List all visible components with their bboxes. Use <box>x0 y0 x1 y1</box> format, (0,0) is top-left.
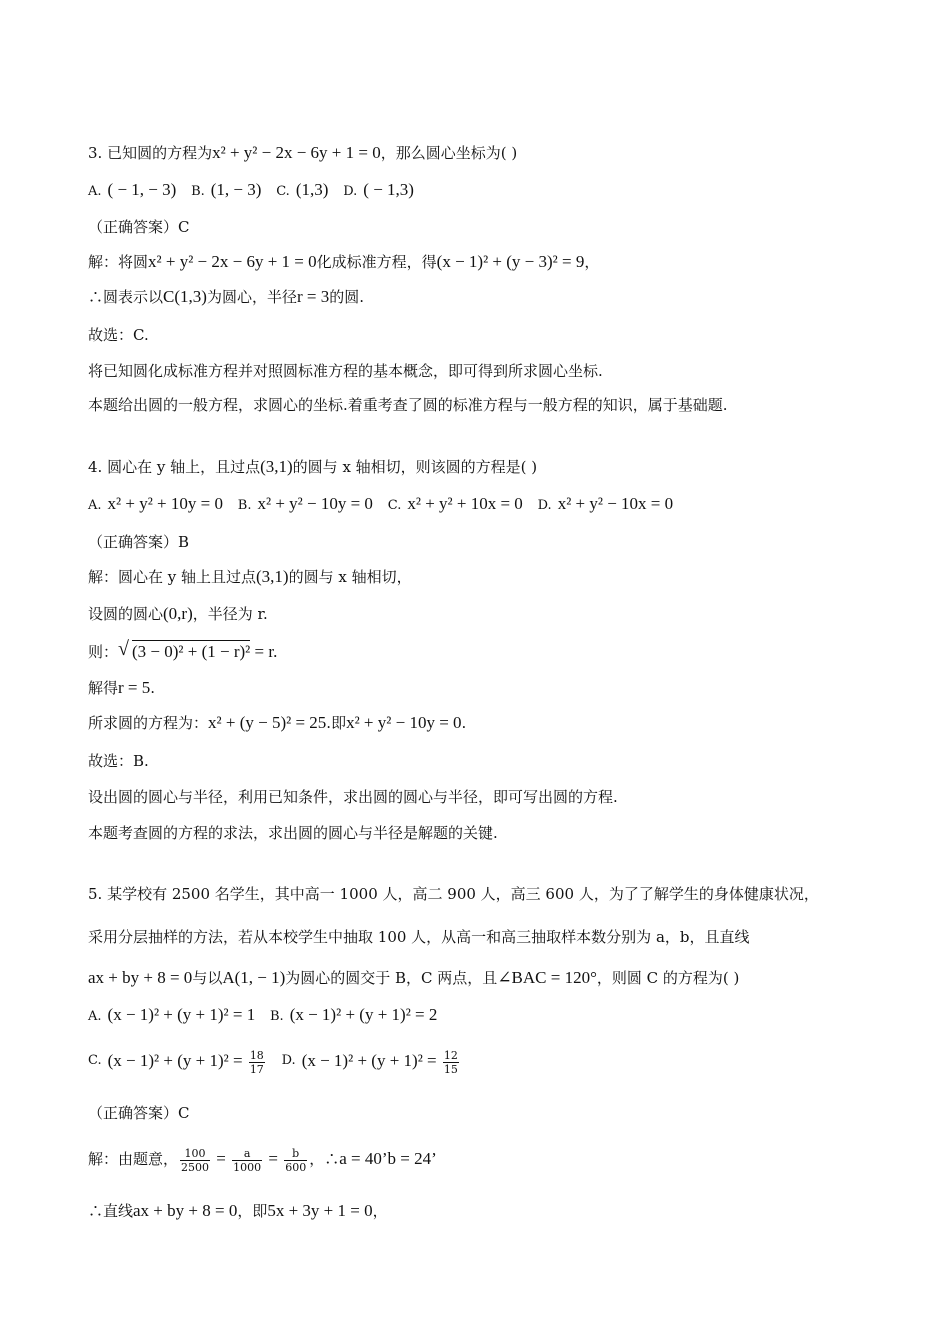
q4-comment: 本题考查圆的方程的求法，求出圆的圆心与半径是解题的关键. <box>88 824 498 842</box>
square-root: √ (3 − 0)² + (1 − r)² <box>118 638 251 661</box>
q3-option-d: ( − 1,3) <box>363 180 414 199</box>
q4-solution-line4: 解得r = 5. <box>88 678 156 697</box>
fraction-b-600: $\frac{b}{600}$ <box>285 1146 307 1174</box>
q5-solution-line2: ∴直线ax + by + 8 = 0，即5x + 3y + 1 = 0， <box>88 1201 388 1220</box>
q4-options: A. x² + y² + 10y = 0 B. x² + y² − 10y = 0 C. x² + y² + 10x = 0 D. x² + y² − 10x = 0 <box>88 494 674 513</box>
q3-options: A. ( − 1, − 3) B. (1, − 3) C. (1,3) D. ( − 1,3) <box>88 180 414 199</box>
q5-options-cd: C. (x − 1)² + (y + 1)² = $\frac{18}{17}$ D. (x − 1)² + (y + 1)² = $\frac{12}{15}$ <box>88 1048 458 1076</box>
q5-solution-line1: 解：由题意， $\frac{100}{2500}$ = $\frac{a}{1000}$ = $\frac{b}{600}$ ，∴a = 40’b = 24’ <box>88 1146 437 1174</box>
q3-stem: 3. 已知圆的方程为x² + y² − 2x − 6y + 1 = 0，那么圆心坐标为( ) <box>88 143 518 162</box>
q3-stem-equation: x² + y² − 2x − 6y + 1 = 0 <box>212 143 381 162</box>
q3-analysis: 将已知圆化成标准方程并对照圆标准方程的基本概念，即可得到所求圆心坐标. <box>88 362 603 380</box>
q3-solution-choice: 故选：C. <box>88 326 149 344</box>
q4-option-a: x² + y² + 10y = 0 <box>107 494 223 513</box>
q3-answer: （正确答案）C <box>88 218 190 236</box>
q3-option-b: (1, − 3) <box>210 180 262 199</box>
q5-option-c: (x − 1)² + (y + 1)² = <box>107 1051 247 1070</box>
q5-stem-line2: 采用分层抽样的方法，若从本校学生中抽取 100 人，从高一和高三抽取样本数分别为 a，b，且直线 <box>88 928 750 946</box>
fraction-100-2500: $\frac{100}{2500}$ <box>181 1146 210 1174</box>
q5-option-c-fraction: $\frac{18}{17}$ <box>249 1048 264 1076</box>
q5-option-a: (x − 1)² + (y + 1)² = 1 <box>107 1005 256 1024</box>
q5-stem-line3: ax + by + 8 = 0与以A(1, − 1)为圆心的圆交于 B，C 两点，且∠BAC = 120°，则圆 C 的方程为( ) <box>88 968 740 987</box>
q4-answer: （正确答案）B <box>88 533 190 551</box>
q4-analysis: 设出圆的圆心与半径，利用已知条件，求出圆的圆心与半径，即可写出圆的方程. <box>88 788 618 806</box>
q5-stem-line1: 5. 某学校有 2500 名学生，其中高一 1000 人，高二 900 人，高三 600 人，为了了解学生的身体健康状况， <box>88 885 819 903</box>
q3-comment: 本题给出圆的一般方程，求圆心的坐标.着重考查了圆的标准方程与一般方程的知识，属于基础题. <box>88 396 728 414</box>
q5-options-ab: A. (x − 1)² + (y + 1)² = 1 B. (x − 1)² + (y + 1)² = 2 <box>88 1005 438 1024</box>
q5-option-d-fraction: $\frac{12}{15}$ <box>443 1048 458 1076</box>
q5-option-b: (x − 1)² + (y + 1)² = 2 <box>289 1005 438 1024</box>
q4-solution-line3: 则： √ (3 − 0)² + (1 − r)² = r. <box>88 638 278 661</box>
q3-solution-line1: 解：将圆x² + y² − 2x − 6y + 1 = 0化成标准方程，得(x − 1)² + (y − 3)² = 9， <box>88 252 600 271</box>
q3-option-a: ( − 1, − 3) <box>107 180 177 199</box>
fraction-a-1000: $\frac{a}{1000}$ <box>233 1146 262 1174</box>
q4-option-b: x² + y² − 10y = 0 <box>257 494 373 513</box>
q5-option-d: (x − 1)² + (y + 1)² = <box>301 1051 441 1070</box>
q4-option-d: x² + y² − 10x = 0 <box>557 494 674 513</box>
q4-solution-line1: 解：圆心在 y 轴上且过点(3,1)的圆与 x 轴相切， <box>88 567 412 586</box>
q4-stem: 4. 圆心在 y 轴上，且过点(3,1)的圆与 x 轴相切，则该圆的方程是( ) <box>88 457 538 476</box>
q4-option-c: x² + y² + 10x = 0 <box>407 494 523 513</box>
q4-solution-line5: 所求圆的方程为：x² + (y − 5)² = 25.即x² + y² − 10y = 0. <box>88 713 467 732</box>
q4-solution-choice: 故选：B. <box>88 752 149 770</box>
q4-solution-line2: 设圆的圆心(0,r)，半径为 r. <box>88 604 268 623</box>
q3-solution-line2: ∴圆表示以C(1,3)为圆心，半径r = 3的圆. <box>88 287 364 306</box>
q3-option-c: (1,3) <box>295 180 329 199</box>
q5-answer: （正确答案）C <box>88 1104 190 1122</box>
